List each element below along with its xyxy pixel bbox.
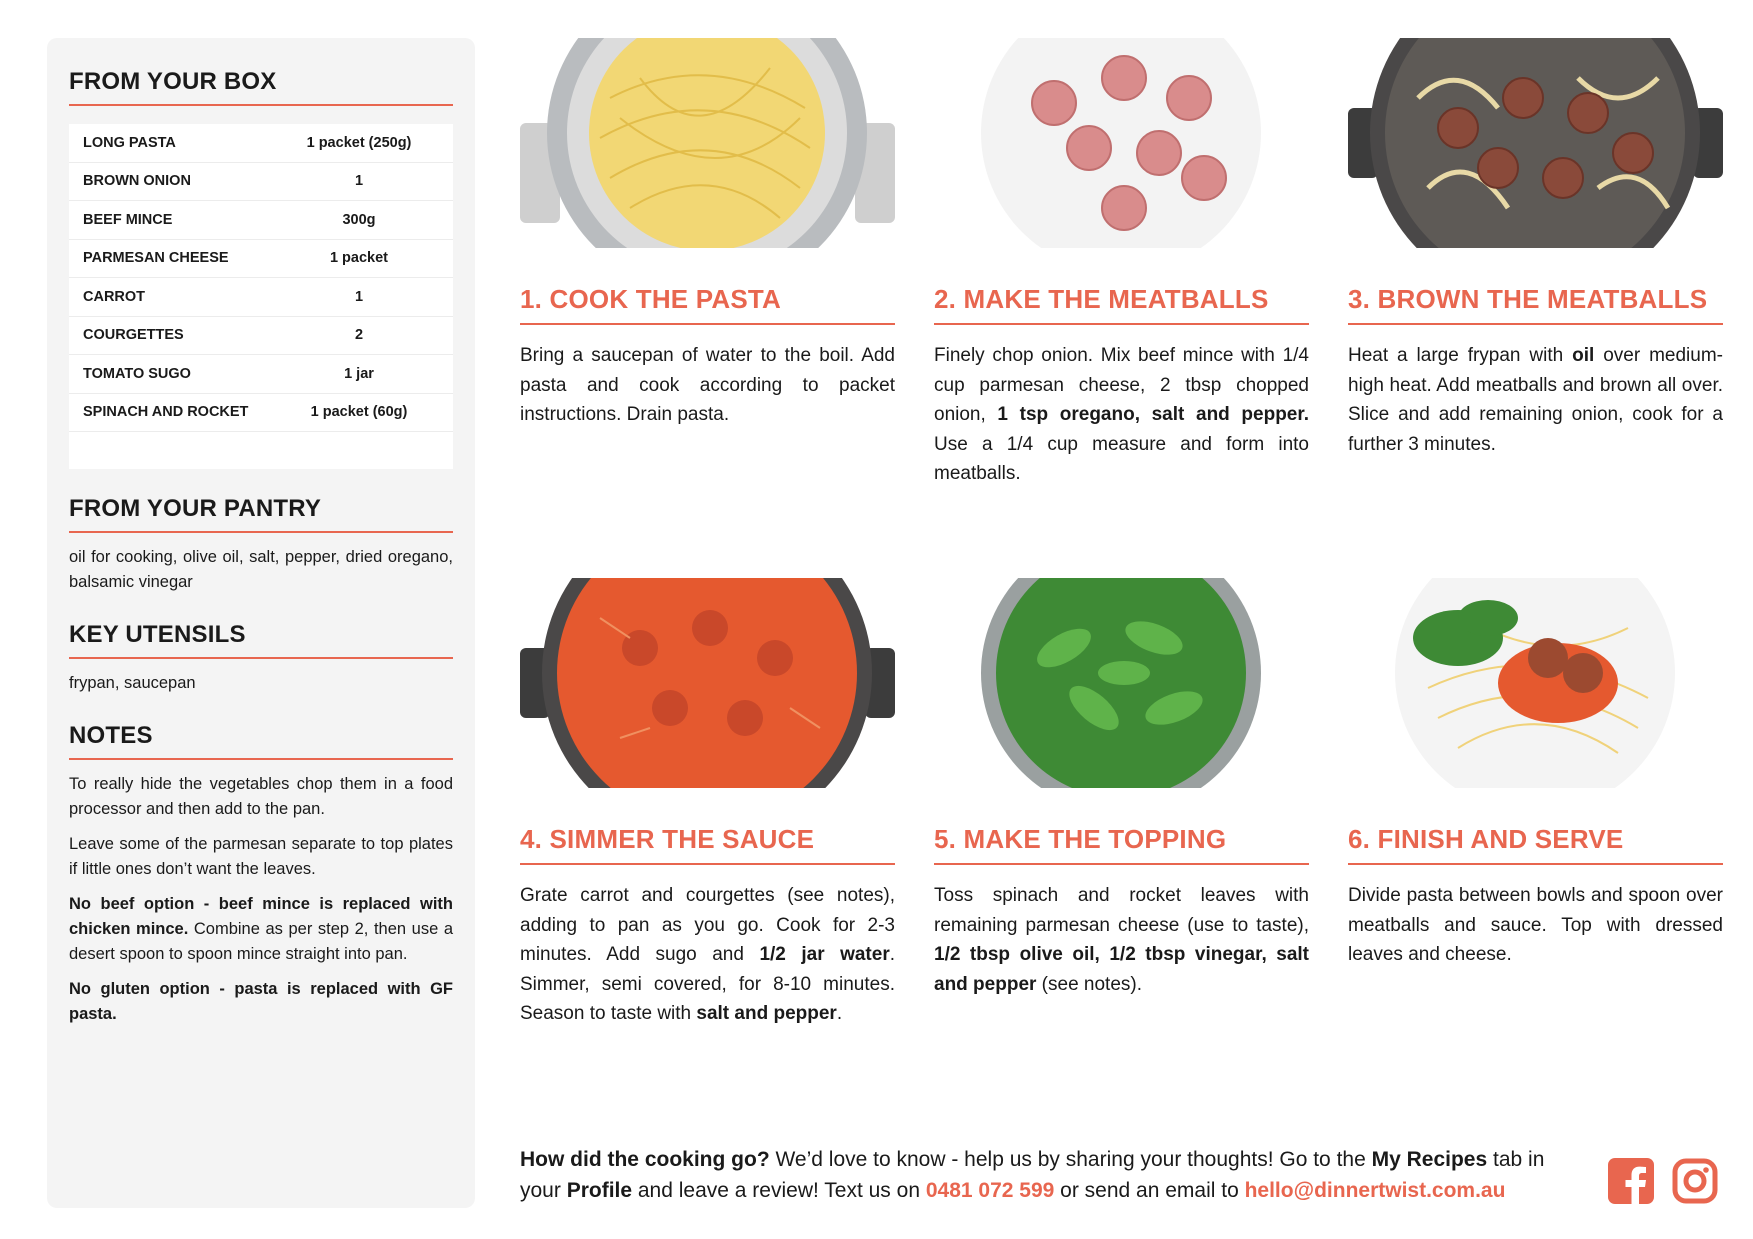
raw-meatballs-image	[934, 38, 1309, 248]
ingredient-qty: 1 jar	[344, 365, 374, 382]
ingredient-row	[69, 240, 453, 279]
step-6-text: Divide pasta between bowls and spoon over meatballs and sauce. Top with dressed leaves and cheese.	[1348, 885, 1723, 965]
step-4-bold-1: 1/2 jar water	[759, 944, 890, 965]
step-1-body	[520, 341, 895, 430]
note-4: No gluten option - pasta is replaced with GF pasta.	[69, 980, 453, 1023]
step-4-bold-2: salt and pepper	[696, 1003, 837, 1024]
notes-title: NOTES	[69, 722, 453, 760]
browning-meatballs-image	[1348, 38, 1723, 248]
step-5-text-1: Toss spinach and rocket leaves with remaining parmesan cheese (use to taste),	[934, 885, 1309, 936]
ingredient-qty: 1 packet	[329, 250, 389, 267]
ingredient-name: CARROT	[83, 288, 146, 305]
footer-text-3: and leave a review! Text us on	[632, 1179, 926, 1202]
step-4-title: 4. SIMMER THE SAUCE	[520, 824, 895, 865]
footer-question: How did the cooking go?	[520, 1148, 770, 1171]
ingredient-name: LONG PASTA	[83, 134, 176, 151]
step-2-bold-1: 1 tsp oregano, salt and pepper.	[997, 404, 1309, 425]
step-4	[520, 578, 895, 1029]
ingredient-name: BEEF MINCE	[83, 211, 173, 228]
step-5-bold-1: 1/2 tbsp olive oil, 1/2 tbsp vinegar, salt and pepper	[934, 944, 1309, 995]
step-3-body	[1348, 341, 1723, 459]
pantry-section	[69, 495, 453, 595]
footer-text-2: tab in your	[520, 1148, 1545, 1202]
ingredient-qty: 2	[354, 327, 364, 344]
pasta-pot-image	[520, 38, 895, 248]
note-3-bold: No beef option - beef mince is replaced with chicken mince.	[69, 895, 453, 938]
step-4-body	[520, 881, 895, 1029]
phone-link[interactable]: 0481 072 599	[925, 1179, 1055, 1202]
utensils-title: KEY UTENSILS	[69, 621, 453, 659]
step-4-text-3: .	[836, 1003, 843, 1024]
profile-link[interactable]: Profile	[566, 1179, 633, 1202]
ingredient-row	[69, 355, 453, 394]
salad-bowl-image	[934, 578, 1309, 788]
pantry-title: FROM YOUR PANTRY	[69, 495, 453, 533]
note-2: Leave some of the parmesan separate to top plates if little ones don’t want the leaves.	[69, 835, 453, 878]
step-6-title: 6. FINISH AND SERVE	[1348, 824, 1723, 865]
pantry-text: oil for cooking, olive oil, salt, pepper, dried oregano, balsamic vinegar	[69, 548, 453, 591]
ingredient-qty: 1 packet (250g)	[306, 134, 412, 151]
facebook-icon[interactable]	[1608, 1158, 1654, 1204]
step-2-title: 2. MAKE THE MEATBALLS	[934, 284, 1309, 325]
note-1: To really hide the vegetables chop them in a food processor and then add to the pan.	[69, 775, 453, 818]
step-5-text-2: (see notes).	[1036, 973, 1143, 995]
step-3-text-1: Heat a large frypan with	[1348, 345, 1573, 366]
ingredients-sidebar	[47, 38, 475, 1208]
ingredient-name: COURGETTES	[83, 327, 184, 344]
step-5-body	[934, 881, 1309, 999]
social-links	[1608, 1158, 1718, 1204]
ingredient-name: TOMATO SUGO	[83, 365, 191, 382]
ingredient-qty: 300g	[342, 211, 376, 228]
ingredient-qty: 1 packet (60g)	[310, 404, 408, 421]
step-3-bold-1: oil	[1572, 345, 1595, 366]
step-6-body	[1348, 881, 1723, 970]
step-3-text-2: over medium-high heat. Add meatballs and brown all over. Slice and add remaining onion, cook for a further 3 minutes.	[1348, 345, 1723, 455]
step-1-title: 1. COOK THE PASTA	[520, 284, 895, 325]
plated-dish-image	[1348, 578, 1723, 788]
ingredient-row	[69, 124, 453, 163]
footer-text-4: or send an email to	[1054, 1179, 1245, 1202]
step-5	[934, 578, 1309, 999]
from-box-title: FROM YOUR BOX	[69, 68, 453, 106]
ingredient-name: PARMESAN CHEESE	[83, 250, 229, 267]
step-4-text-2: . Simmer, semi covered, for 8-10 minutes. Season to taste with	[520, 944, 895, 1024]
step-6	[1348, 578, 1723, 970]
simmering-sauce-image	[520, 578, 895, 788]
utensils-section	[69, 621, 453, 696]
note-3-rest: Combine as per step 2, then use a desert spoon to spoon mince straight into pan.	[69, 920, 453, 963]
step-4-text-1: Grate carrot and courgettes (see notes), adding to pan as you go. Cook for 2-3 minutes. Add sugo and	[520, 885, 895, 965]
ingredient-qty: 1	[354, 288, 364, 305]
note-3	[69, 892, 453, 967]
ingredient-qty: 1	[354, 173, 364, 190]
ingredient-row	[69, 278, 453, 317]
step-1	[520, 38, 895, 430]
step-2	[934, 38, 1309, 489]
step-2-text-2: Use a 1/4 cup measure and form into meatballs.	[934, 433, 1309, 484]
step-5-title: 5. MAKE THE TOPPING	[934, 824, 1309, 865]
email-link[interactable]: hello@dinnertwist.com.au	[1244, 1179, 1506, 1202]
instagram-icon[interactable]	[1672, 1158, 1718, 1204]
utensils-text: frypan, saucepan	[69, 674, 196, 692]
ingredient-row	[69, 201, 453, 240]
step-2-text-1: Finely chop onion. Mix beef mince with 1/4 cup parmesan cheese, 2 tbsp chopped onion,	[934, 345, 1309, 425]
ingredient-row	[69, 163, 453, 202]
ingredient-row	[69, 394, 453, 433]
step-2-body	[934, 341, 1309, 489]
feedback-footer	[520, 1144, 1580, 1206]
step-1-text: Bring a saucepan of water to the boil. Add pasta and cook according to packet instructions. Drain pasta.	[520, 345, 895, 425]
ingredient-row	[69, 317, 453, 356]
footer-text-1: We’d love to know - help us by sharing your thoughts! Go to the	[769, 1148, 1372, 1171]
ingredient-name: BROWN ONION	[83, 173, 191, 190]
step-3-title: 3. BROWN THE MEATBALLS	[1348, 284, 1723, 325]
ingredient-name: SPINACH AND ROCKET	[83, 404, 249, 421]
my-recipes-link[interactable]: My Recipes	[1371, 1148, 1488, 1171]
ingredients-table	[69, 124, 453, 469]
notes-section	[69, 722, 453, 1027]
step-3	[1348, 38, 1723, 459]
